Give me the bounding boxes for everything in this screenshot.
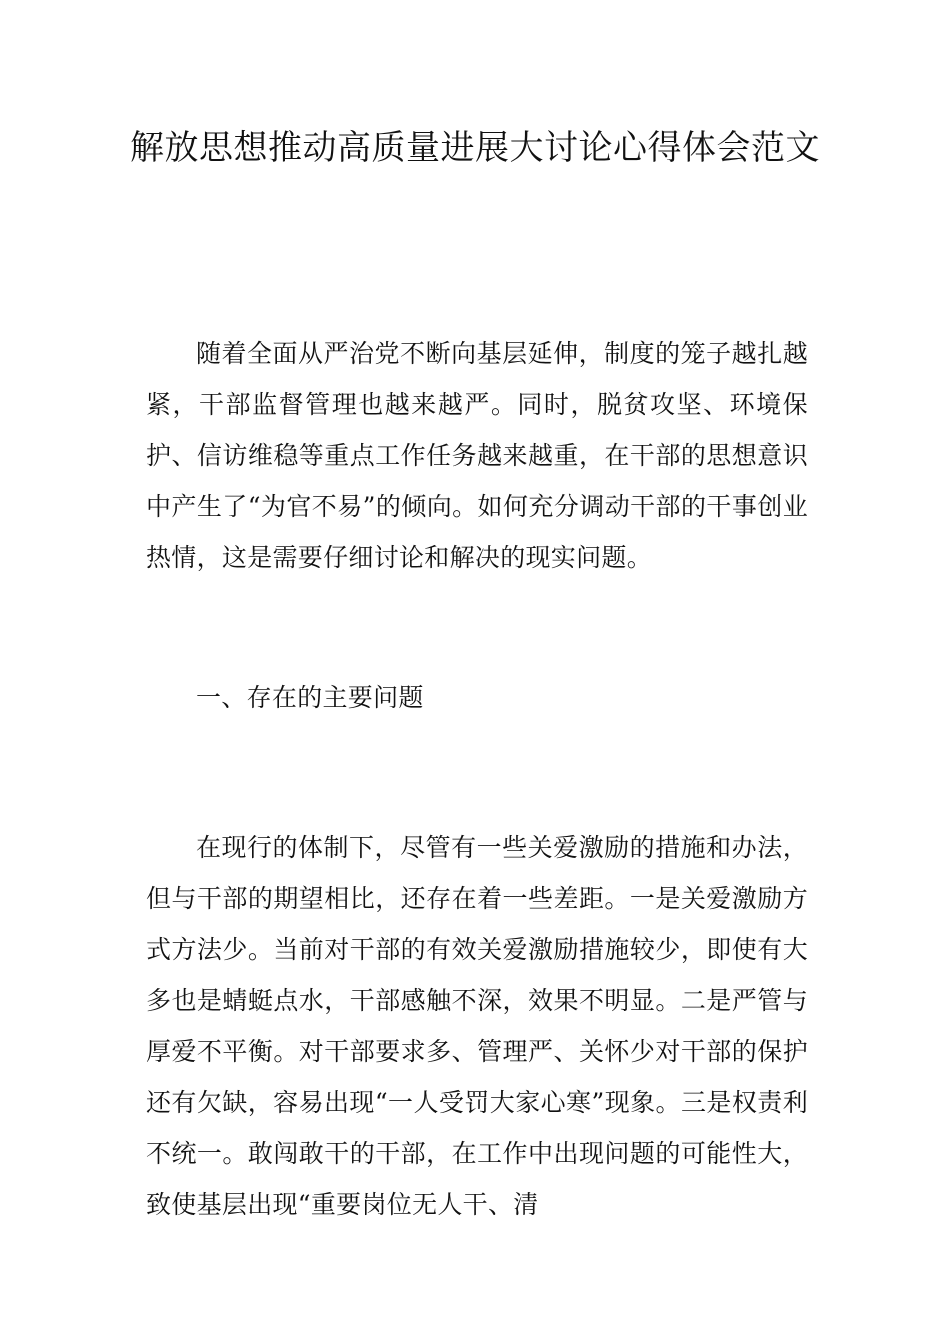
section-paragraph: 在现行的体制下，尽管有一些关爱激励的措施和办法，但与干部的期望相比，还存在着一些差距。一是关爱激励方式方法少。当前对干部的有效关爱激励措施较少，即使有大多也是蜻蜓点水，干部感触不深，效果不明显。二是严管与厚爱不平衡。对干部要求多、管理严、关怀少对干部的保护还有欠缺，容易出现“一人受罚大家心寒”现象。三是权责利不统一。敢闯敢干的干部，在工作中出现问题的可能性大，致使基层出现“重要岗位无人干、清 [146, 833, 808, 1219]
intro-paragraph: 随着全面从严治党不断向基层延伸，制度的笼子越扎越紧，干部监督管理也越来越严。同时，脱贫攻坚、环境保护、信访维稳等重点工作任务越来越重，在干部的思想意识中产生了“为官不易”的倾向。如何充分调动干部的干事创业热情，这是需要仔细讨论和解决的现实问题。 [146, 339, 808, 572]
document-title: 解放思想推动高质量进展大讨论心得体会范文 [130, 128, 820, 168]
section-heading: 一、存在的主要问题 [196, 683, 424, 712]
